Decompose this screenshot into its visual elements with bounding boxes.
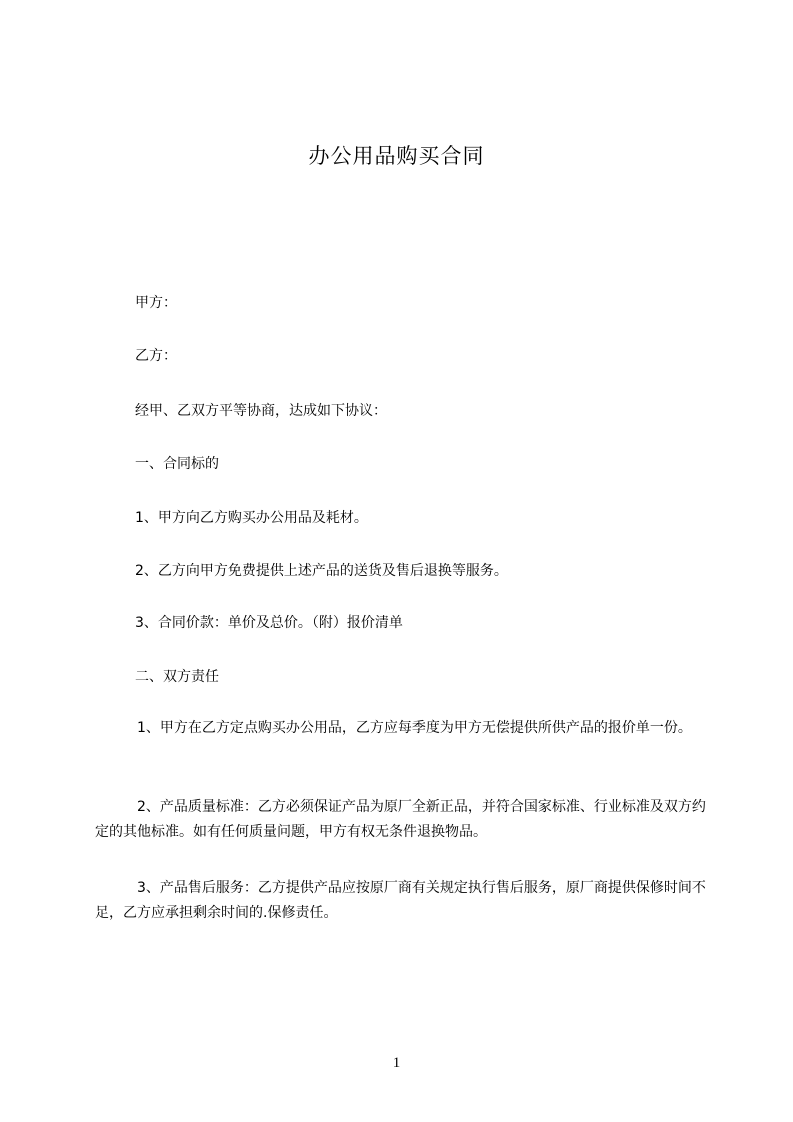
clause-2-1: 1、甲方在乙方定点购买办公用品，乙方应每季度为甲方无偿提供所供产品的报价单一份。	[137, 720, 692, 736]
party-a-label: 甲方：	[135, 295, 177, 311]
intro-text: 经甲、乙双方平等协商，达成如下协议：	[135, 403, 387, 419]
section-heading-2: 二、双方责任	[135, 669, 219, 685]
page-number: 1	[392, 1055, 401, 1071]
document-title: 办公用品购买合同	[308, 144, 485, 168]
clause-1-3: 3、合同价款：单价及总价。（附）报价清单	[135, 615, 403, 631]
clause-2-3: 3、产品售后服务：乙方提供产品应按原厂商有关规定执行售后服务，原厂商提供保修时间不足，乙方应承担剩余时间的.保修责任。	[95, 880, 706, 921]
clause-2-2: 2、产品质量标准：乙方必须保证产品为原厂全新正品，并符合国家标准、行业标准及双方约定的其他标准。如有任何质量问题，甲方有权无条件退换物品。	[95, 799, 706, 840]
clause-1-1: 1、甲方向乙方购买办公用品及耗材。	[135, 510, 368, 526]
section-heading-1: 一、合同标的	[135, 456, 219, 472]
clause-1-2: 2、乙方向甲方免费提供上述产品的送货及售后退换等服务。	[135, 563, 508, 579]
party-b-label: 乙方：	[135, 348, 177, 364]
